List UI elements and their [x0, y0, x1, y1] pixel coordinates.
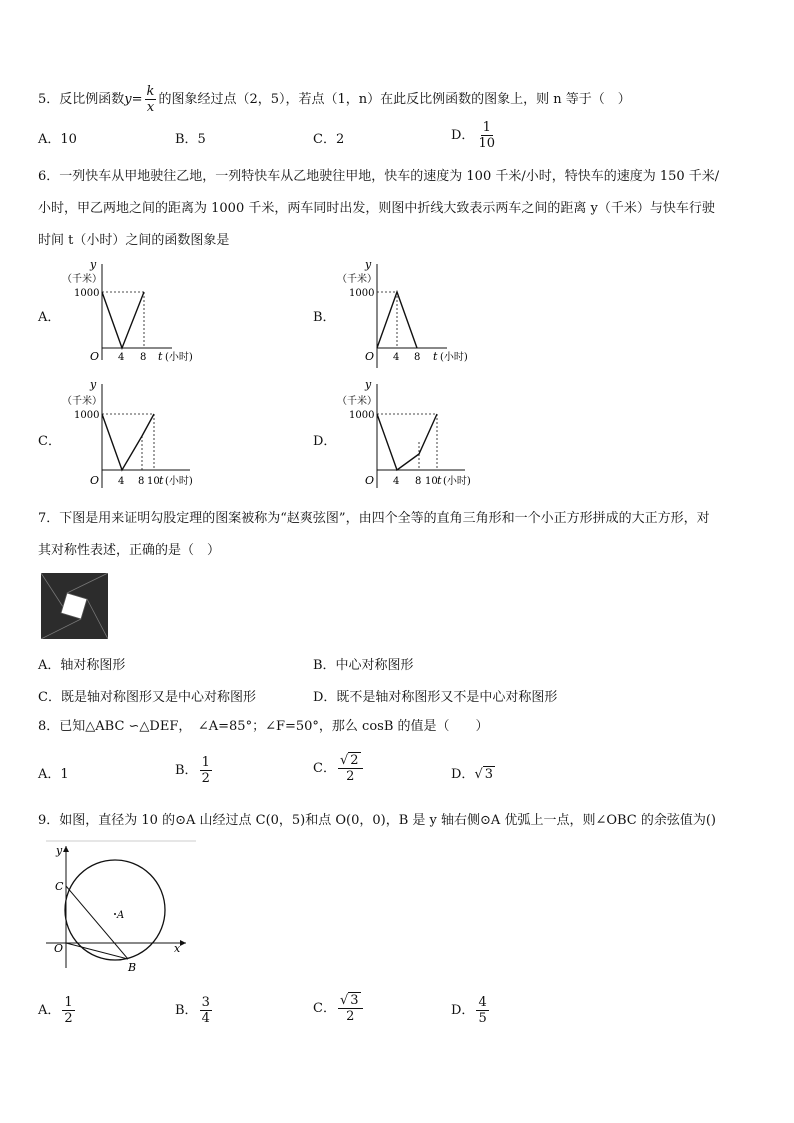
- option-label: A．: [38, 1003, 61, 1018]
- fraction-numerator: [338, 993, 363, 1009]
- question-5: [38, 84, 764, 115]
- question-5-post: 的图象经过点（2，5），若点（1，n）在此反比例函数的图象上，则 n 等于（ ）: [158, 92, 631, 107]
- label-b: B: [128, 961, 137, 974]
- x-axis-arrow: [180, 940, 186, 946]
- q6-option-a-label[interactable]: A．: [38, 310, 61, 325]
- y-tick-1000: 1000: [349, 288, 375, 299]
- q8-option-b[interactable]: [175, 755, 214, 786]
- question-7-line-1: 7．下图是用来证明勾股定理的图案被称为“赵爽弦图”，由四个全等的直角三角形和一个小正方形拼成的大正方形，对: [38, 511, 710, 526]
- option-label: D．: [451, 767, 475, 782]
- sqrt-symbol: √ 3: [339, 993, 359, 1008]
- q9-option-a[interactable]: [38, 995, 77, 1026]
- option-label: B．: [175, 763, 198, 778]
- y-axis-label: y: [90, 260, 97, 271]
- label-a: A: [117, 910, 125, 921]
- fraction-denominator: 2: [201, 771, 210, 786]
- q6-graph-c[interactable]: [62, 380, 232, 492]
- y-tick-1000: 1000: [74, 410, 100, 421]
- q5-option-d[interactable]: [451, 120, 499, 151]
- q6-graph-b[interactable]: [337, 260, 507, 372]
- y-unit-label: （千米）: [337, 396, 377, 407]
- fraction-numerator: 4: [478, 995, 487, 1010]
- tick-10-label: 10: [425, 476, 438, 487]
- y-unit-label: （千米）: [62, 396, 102, 407]
- sqrt3-over-2-fraction: [338, 993, 363, 1024]
- y-axis-label: y: [365, 260, 372, 271]
- option-label: C．: [313, 761, 336, 776]
- fraction: [476, 995, 488, 1026]
- fraction-denominator: 4: [201, 1011, 210, 1026]
- q7-option-b[interactable]: B．中心对称图形: [313, 658, 414, 673]
- q9-option-d[interactable]: [451, 995, 491, 1026]
- t-unit-label: (小时): [440, 352, 468, 363]
- q9-option-c[interactable]: [313, 993, 365, 1024]
- t-axis-label: t: [437, 474, 442, 487]
- q9-option-b[interactable]: [175, 995, 214, 1026]
- q8-option-a[interactable]: A．1: [38, 767, 69, 782]
- tick-10-label: 10: [147, 476, 160, 487]
- question-6-line-3: 时间 t（小时）之间的函数图象是: [38, 233, 230, 248]
- y-tick-1000: 1000: [349, 410, 375, 421]
- option-label: D．: [451, 1003, 475, 1018]
- graph-polyline: [102, 414, 154, 470]
- fraction-denominator: 2: [64, 1011, 73, 1026]
- fraction-numerator: 3: [201, 995, 210, 1010]
- q7-option-d[interactable]: D．既不是轴对称图形又不是中心对称图形: [313, 690, 558, 705]
- tick-4-label: 4: [393, 352, 400, 363]
- origin-label: O: [365, 350, 375, 363]
- radicand: 3: [484, 767, 494, 782]
- fraction-numerator: k: [146, 84, 155, 99]
- q5-option-b[interactable]: B．5: [175, 132, 206, 147]
- graph-polyline: [102, 292, 144, 348]
- question-6: [38, 164, 764, 254]
- question-5-y-eq: y=: [124, 92, 143, 107]
- q7-option-c[interactable]: C．既是轴对称图形又是中心对称图形: [38, 690, 256, 705]
- origin-label: O: [90, 474, 100, 487]
- t-unit-label: (小时): [165, 352, 193, 363]
- q5-option-c[interactable]: C．2: [313, 132, 345, 147]
- question-5-pre: 反比例函数: [59, 92, 125, 107]
- fraction-denominator: x: [146, 100, 155, 115]
- tick-8-label: 8: [414, 352, 421, 363]
- origin-label: O: [365, 474, 375, 487]
- option-label: C．: [313, 1001, 336, 1016]
- one-tenth-fraction: [476, 120, 497, 151]
- y-axis-arrow: [63, 846, 69, 852]
- y-unit-label: （千米）: [62, 274, 102, 285]
- t-axis-label: t: [158, 350, 163, 363]
- fraction: [62, 995, 74, 1026]
- question-6-line-2: 小时，甲乙两地之间的距离为 1000 千米，两车同时出发，则图中折线大致表示两车之间的距离 y（千米）与快车行驶: [38, 201, 715, 216]
- question-5-number: 5．: [38, 92, 60, 107]
- t-unit-label: (小时): [443, 476, 471, 487]
- tick-8-label: 8: [138, 476, 145, 487]
- one-half-fraction: [200, 755, 212, 786]
- tick-8-label: 8: [140, 352, 147, 363]
- fraction-denominator: 5: [478, 1011, 487, 1026]
- label-x: x: [174, 942, 181, 955]
- fraction-denominator: 2: [346, 1009, 355, 1024]
- tick-8-label: 8: [415, 476, 422, 487]
- fraction-denominator: 2: [346, 769, 355, 784]
- question-7-line-2: 其对称性表述，正确的是（ ）: [38, 543, 221, 558]
- fraction: [200, 995, 212, 1026]
- fraction-numerator: 1: [201, 755, 210, 770]
- y-tick-1000: 1000: [74, 288, 100, 299]
- q9-circle-figure: [40, 840, 196, 974]
- q8-option-c[interactable]: [313, 753, 365, 784]
- q8-option-d[interactable]: [451, 763, 495, 782]
- zhao-shuang-figure: [41, 573, 108, 639]
- origin-label: O: [90, 350, 100, 363]
- question-6-line-1: 6．一列快车从甲地驶往乙地，一列特快车从乙地驶往甲地，快车的速度为 100 千米/小时，特快车的速度为 150 千米/: [38, 169, 720, 184]
- fraction-denominator: 10: [478, 136, 495, 151]
- graph-polyline: [377, 414, 437, 470]
- circle-a: [65, 860, 165, 960]
- question-9: 9．如图，直径为 10 的⊙A 山经过点 C(0，5)和点 O(0，0)，B 是 y 轴右侧⊙A 优弧上一点，则∠OBC 的余弦值为(): [38, 813, 717, 828]
- t-unit-label: (小时): [165, 476, 193, 487]
- sqrt-symbol: √ 3: [474, 767, 494, 782]
- option-label: D．: [451, 128, 475, 143]
- q6-option-c-label[interactable]: C．: [38, 434, 61, 449]
- tick-4-label: 4: [118, 352, 125, 363]
- option-label: B．: [175, 1003, 198, 1018]
- question-8: 8．已知△ABC ∽△DEF， ∠A=85°；∠F=50°，那么 cosB 的值是（ ）: [38, 719, 489, 734]
- sqrt-symbol: √ 2: [339, 753, 359, 768]
- k-over-x-fraction: [145, 84, 157, 115]
- q6-graph-a[interactable]: [62, 260, 232, 372]
- y-unit-label: （千米）: [337, 274, 377, 285]
- segment-cb: [66, 886, 128, 959]
- label-y: y: [56, 844, 63, 857]
- fraction-numerator: 1: [482, 120, 491, 135]
- y-axis-label: y: [90, 380, 97, 391]
- label-c: C: [55, 880, 64, 893]
- tick-4-label: 4: [393, 476, 400, 487]
- radicand: 3: [350, 993, 359, 1008]
- t-axis-label: t: [159, 474, 164, 487]
- radicand: 2: [350, 753, 359, 768]
- fraction-numerator: [338, 753, 363, 769]
- sqrt2-over-2-fraction: [338, 753, 363, 784]
- q7-option-a[interactable]: A．轴对称图形: [38, 658, 126, 673]
- y-axis-label: y: [365, 380, 372, 391]
- center-point-a: [114, 913, 116, 915]
- q5-option-a[interactable]: A．10: [38, 132, 77, 147]
- t-axis-label: t: [433, 350, 438, 363]
- q6-option-b-label[interactable]: B．: [313, 310, 336, 325]
- label-o: O: [54, 942, 64, 955]
- tick-4-label: 4: [118, 476, 125, 487]
- q6-option-d-label[interactable]: D．: [313, 434, 337, 449]
- question-7: [38, 506, 764, 564]
- fraction-numerator: 1: [64, 995, 73, 1010]
- q6-graph-d[interactable]: [337, 380, 507, 492]
